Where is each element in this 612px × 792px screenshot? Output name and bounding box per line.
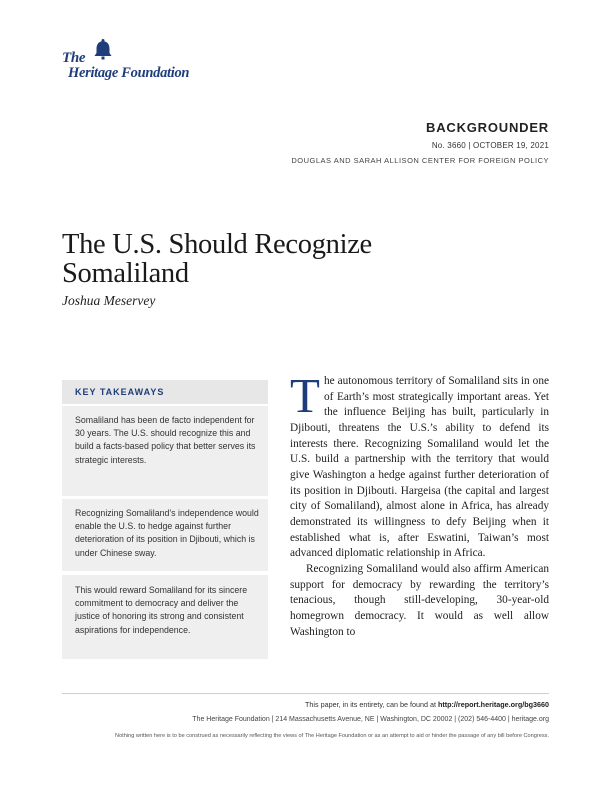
body-paragraph-1-text: he autonomous territory of Somaliland sits in one of Earth’s most strategically important areas. Yet the influence Beijing has built, particularly in Djibouti, threatens the U.S.’s ability to defend its interests there. Recognizing Somaliland would let the U.S. build a partnership with the territory that would give Washington a hedge against further deterioration of its position in Djibouti. Hargeisa (the capital and largest city of Somaliland), almost alone in Africa, has already demonstrated its willingness to defy Beijing when it established what is, after Eswatini, Taiwan’s most advanced diplomatic relationship in Africa. (290, 375, 549, 560)
takeaway-box-3 (62, 575, 268, 659)
takeaway-box-2 (62, 499, 268, 571)
footer-address: The Heritage Foundation | 214 Massachusetts Avenue, NE | Washington, DC 20002 | (202) 546-4400 | heritage.org (192, 716, 549, 723)
body-paragraph-1 (290, 368, 549, 562)
page-title (62, 230, 482, 288)
takeaway-box-1 (62, 406, 268, 496)
title-line-2: Somaliland (62, 258, 189, 289)
footer-paper-url[interactable]: http://report.heritage.org/bg3660 (437, 700, 549, 709)
issue-info: No. 3660 | OCTOBER 19, 2021 (431, 141, 549, 150)
footer-divider (62, 693, 549, 694)
title-line-1: The U.S. Should Recognize (62, 229, 372, 260)
takeaway-text-1: Somaliland has been de facto independent for 30 years. The U.S. should recognize this and build a facts-based policy that better serves its strategic interests. (75, 415, 256, 465)
series-label: BACKGROUNDER (426, 120, 549, 135)
footer-paper-text: This paper, in its entirety, can be found at (305, 700, 436, 709)
takeaway-text-3: This would reward Somaliland for its sincere commitment to democracy and deliver the justice of honoring its strong and consistent aspirations for independence. (75, 585, 248, 635)
article-body (290, 368, 549, 640)
key-takeaways-header (62, 380, 268, 404)
author-name: Joshua Meservey (62, 293, 156, 308)
logo-line1: The (62, 50, 86, 66)
key-takeaways-heading: KEY TAKEAWAYS (75, 387, 165, 397)
heritage-logo (62, 38, 222, 84)
liberty-bell-icon (92, 38, 114, 60)
footer-disclaimer: Nothing written here is to be construed as necessarily reflecting the views of The Heritage Foundation or as an attempt to aid or hinder the passage of any bill before Congress. (115, 733, 549, 739)
center-name: DOUGLAS AND SARAH ALLISON CENTER FOR FOREIGN POLICY (291, 156, 549, 165)
logo-line2: Heritage Foundation (68, 65, 190, 81)
footer-paper-link (305, 700, 549, 709)
takeaway-text-2: Recognizing Somaliland’s independence would enable the U.S. to hedge against further deterioration of its position in Djibouti, which is under Chinese sway. (75, 508, 259, 558)
drop-cap: T (290, 368, 320, 423)
body-paragraph-2: Recognizing Somaliland would also affirm American support for democracy by rewarding the territory’s tenacious, though still-developing, 30-year-old homegrown democracy. It would as well allow Washington to (290, 562, 549, 638)
